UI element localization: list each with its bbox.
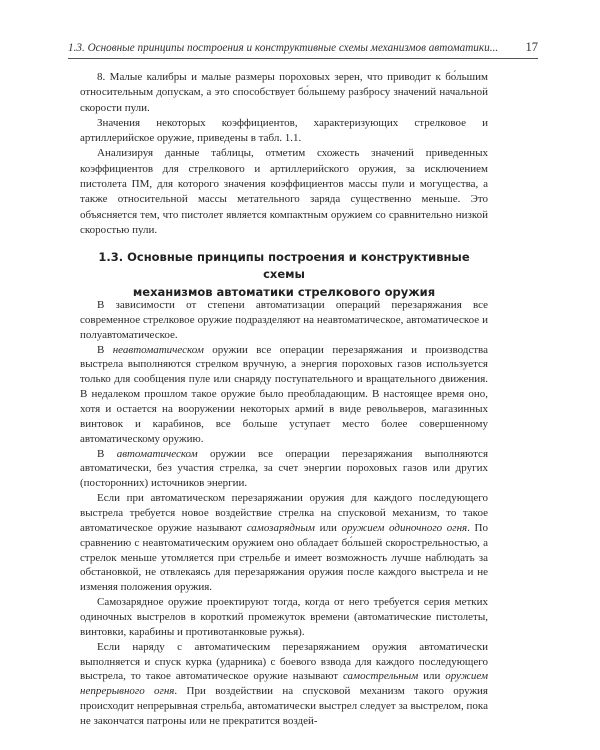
paragraph: Анализируя данные таблицы, отметим схожесть значений приведенных коэффициентов для стрелкового и артиллерийского оружия, за исключением пистолета ПМ, для которого значения коэффициентов массы пули и могущества, а также относительной массы метательного заряда существенно меньше. Это объясняется тем, что пистолет является компактным оружием со сравнительно низкой скоростью пули. [80, 147, 488, 236]
term: автоматическом [116, 447, 198, 460]
section-heading [76, 249, 492, 301]
section-text-block [80, 298, 488, 729]
paragraph: В неавтоматическом оружии все операции перезаряжания и производства выстрела выполняются стрелком вручную, а энергия пороховых газов используется только для сообщения пуле или снаряду поступательного и вращательного движения. В недалеком прошлом такое оружие было преобладающим. В настоящее время оно, хотя и остается на вооружении некоторых армий в виде револьверов, магазинных винтовок и карабинов, все больше уступает место более совершенному автоматическому оружию. [80, 343, 488, 445]
running-header [68, 40, 538, 55]
running-title: 1.3. Основные принципы построения и конструктивные схемы механизмов автоматики... [68, 42, 499, 54]
header-rule [68, 58, 538, 59]
page-number: 17 [525, 40, 538, 54]
paragraph: 8. Малые калибры и малые размеры пороховых зерен, что приводит к бо́льшим относительным допускам, а это способствует бо́льшему разбросу значений начальной скорости пули. [80, 71, 488, 114]
paragraph: В зависимости от степени автоматизации операций перезаряжания все современное стрелковое оружие подразделяют на неавтоматическое, автоматическое и полуавтоматическое. [80, 299, 488, 341]
paragraph: Если при автоматическом перезаряжании оружия для каждого последующего выстрела требуется новое воздействие стрелка на спусковой механизм, то такое автоматическое оружие называют самозарядным или оружием одиночного огня. По сравнению с неавтоматическим оружием оно обладает бо́льшей скорострельностью, а стрелок меньше утомляется при стрельбе и имеет возможность лучше наблюдать за обстановкой, не отвлекаясь для перезаряжания оружия после каждого выстрела и не изменяя положения оружия. [80, 492, 488, 594]
term: неавтоматическом [112, 343, 204, 356]
paragraph: Значения некоторых коэффициентов, характеризующих стрелковое и артиллерийское оружие, приведены в табл. 1.1. [80, 116, 488, 145]
top-text-block [80, 70, 488, 238]
paragraph: Самозарядное оружие проектируют тогда, когда от него требуется серия метких одиночных выстрелов в короткий промежуток времени (автоматические пистолеты, винтовки, карабины и противотанковые ружья). [80, 596, 488, 638]
term: оружием одиночного огня [341, 521, 468, 534]
term: самострельным [342, 670, 419, 683]
paragraph: В автоматическом оружии все операции перезаряжания выполняются автоматически, без участия стрелка, за счет энергии пороховых газов или других (посторонних) источников энергии. [80, 447, 488, 490]
paragraph: Если наряду с автоматическим перезаряжанием оружия автоматически выполняется и спуск курка (ударника) с боевого взвода для каждого последующего выстрела, то такое автоматическое оружие называют самострельным или оружием непрерывного огня. При воздействии на спусковой механизм такого оружия происходит непрерывная стрельба, автоматически выстрел следует за выстрелом, пока не закончатся патроны или не прекратится воздей- [80, 640, 489, 728]
term: самозарядным [246, 521, 315, 534]
section-heading-line: 1.3. Основные принципы построения и конструктивные схемы [98, 250, 470, 282]
section-heading-line: механизмов автоматики стрелкового оружия [132, 284, 436, 299]
term: оружием непрерывного огня [80, 670, 489, 698]
